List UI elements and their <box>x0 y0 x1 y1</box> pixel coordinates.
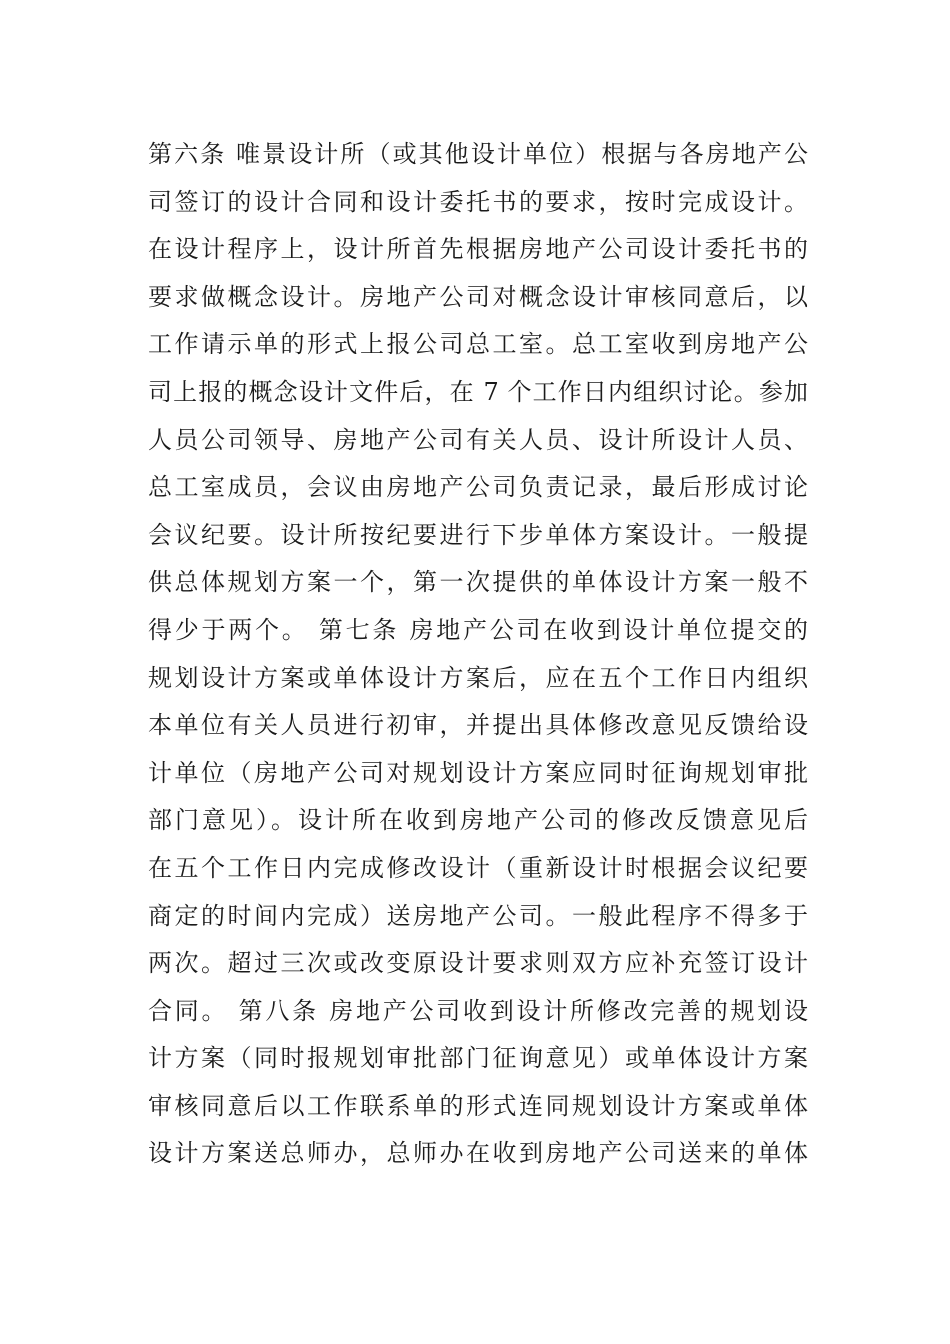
text-line: 在设计程序上，设计所首先根据房地产公司设计委托书的 <box>148 235 808 264</box>
text-line: 要求做概念设计。房地产公司对概念设计审核同意后，以 <box>148 282 808 311</box>
text-line: 得少于两个。 第七条 房地产公司在收到设计单位提交的 <box>148 615 808 644</box>
text-line: 总工室成员，会议由房地产公司负责记录，最后形成讨论 <box>148 473 808 502</box>
text-line: 合同。 第八条 房地产公司收到设计所修改完善的规划设 <box>148 996 808 1025</box>
text-line: 审核同意后以工作联系单的形式连同规划设计方案或单体 <box>148 1091 808 1120</box>
text-line: 人员公司领导、房地产公司有关人员、设计所设计人员、 <box>148 425 808 454</box>
text-line: 司签订的设计合同和设计委托书的要求，按时完成设计。 <box>148 187 808 216</box>
body-text <box>148 131 808 1178</box>
text-line: 供总体规划方案一个，第一次提供的单体设计方案一般不 <box>148 568 808 597</box>
text-line: 两次。超过三次或改变原设计要求则双方应补充签订设计 <box>148 949 808 978</box>
text-line: 商定的时间内完成）送房地产公司。一般此程序不得多于 <box>148 901 808 930</box>
text-line: 会议纪要。设计所按纪要进行下步单体方案设计。一般提 <box>148 520 808 549</box>
text-line: 本单位有关人员进行初审，并提出具体修改意见反馈给设 <box>148 711 808 740</box>
text-line: 计单位（房地产公司对规划设计方案应同时征询规划审批 <box>148 758 808 787</box>
text-line: 设计方案送总师办，总师办在收到房地产公司送来的单体 <box>148 1139 808 1168</box>
text-line: 第六条 唯景设计所（或其他设计单位）根据与各房地产公 <box>148 140 808 168</box>
text-line: 在五个工作日内完成修改设计（重新设计时根据会议纪要 <box>148 853 808 882</box>
text-line: 部门意见）。设计所在收到房地产公司的修改反馈意见后 <box>148 806 808 835</box>
text-line: 规划设计方案或单体设计方案后，应在五个工作日内组织 <box>148 663 808 692</box>
text-line: 司上报的概念设计文件后，在 7 个工作日内组织讨论。参加 <box>148 377 808 406</box>
text-line: 工作请示单的形式上报公司总工室。总工室收到房地产公 <box>148 330 808 359</box>
text-line: 计方案（同时报规划审批部门征询意见）或单体设计方案 <box>148 1044 808 1073</box>
